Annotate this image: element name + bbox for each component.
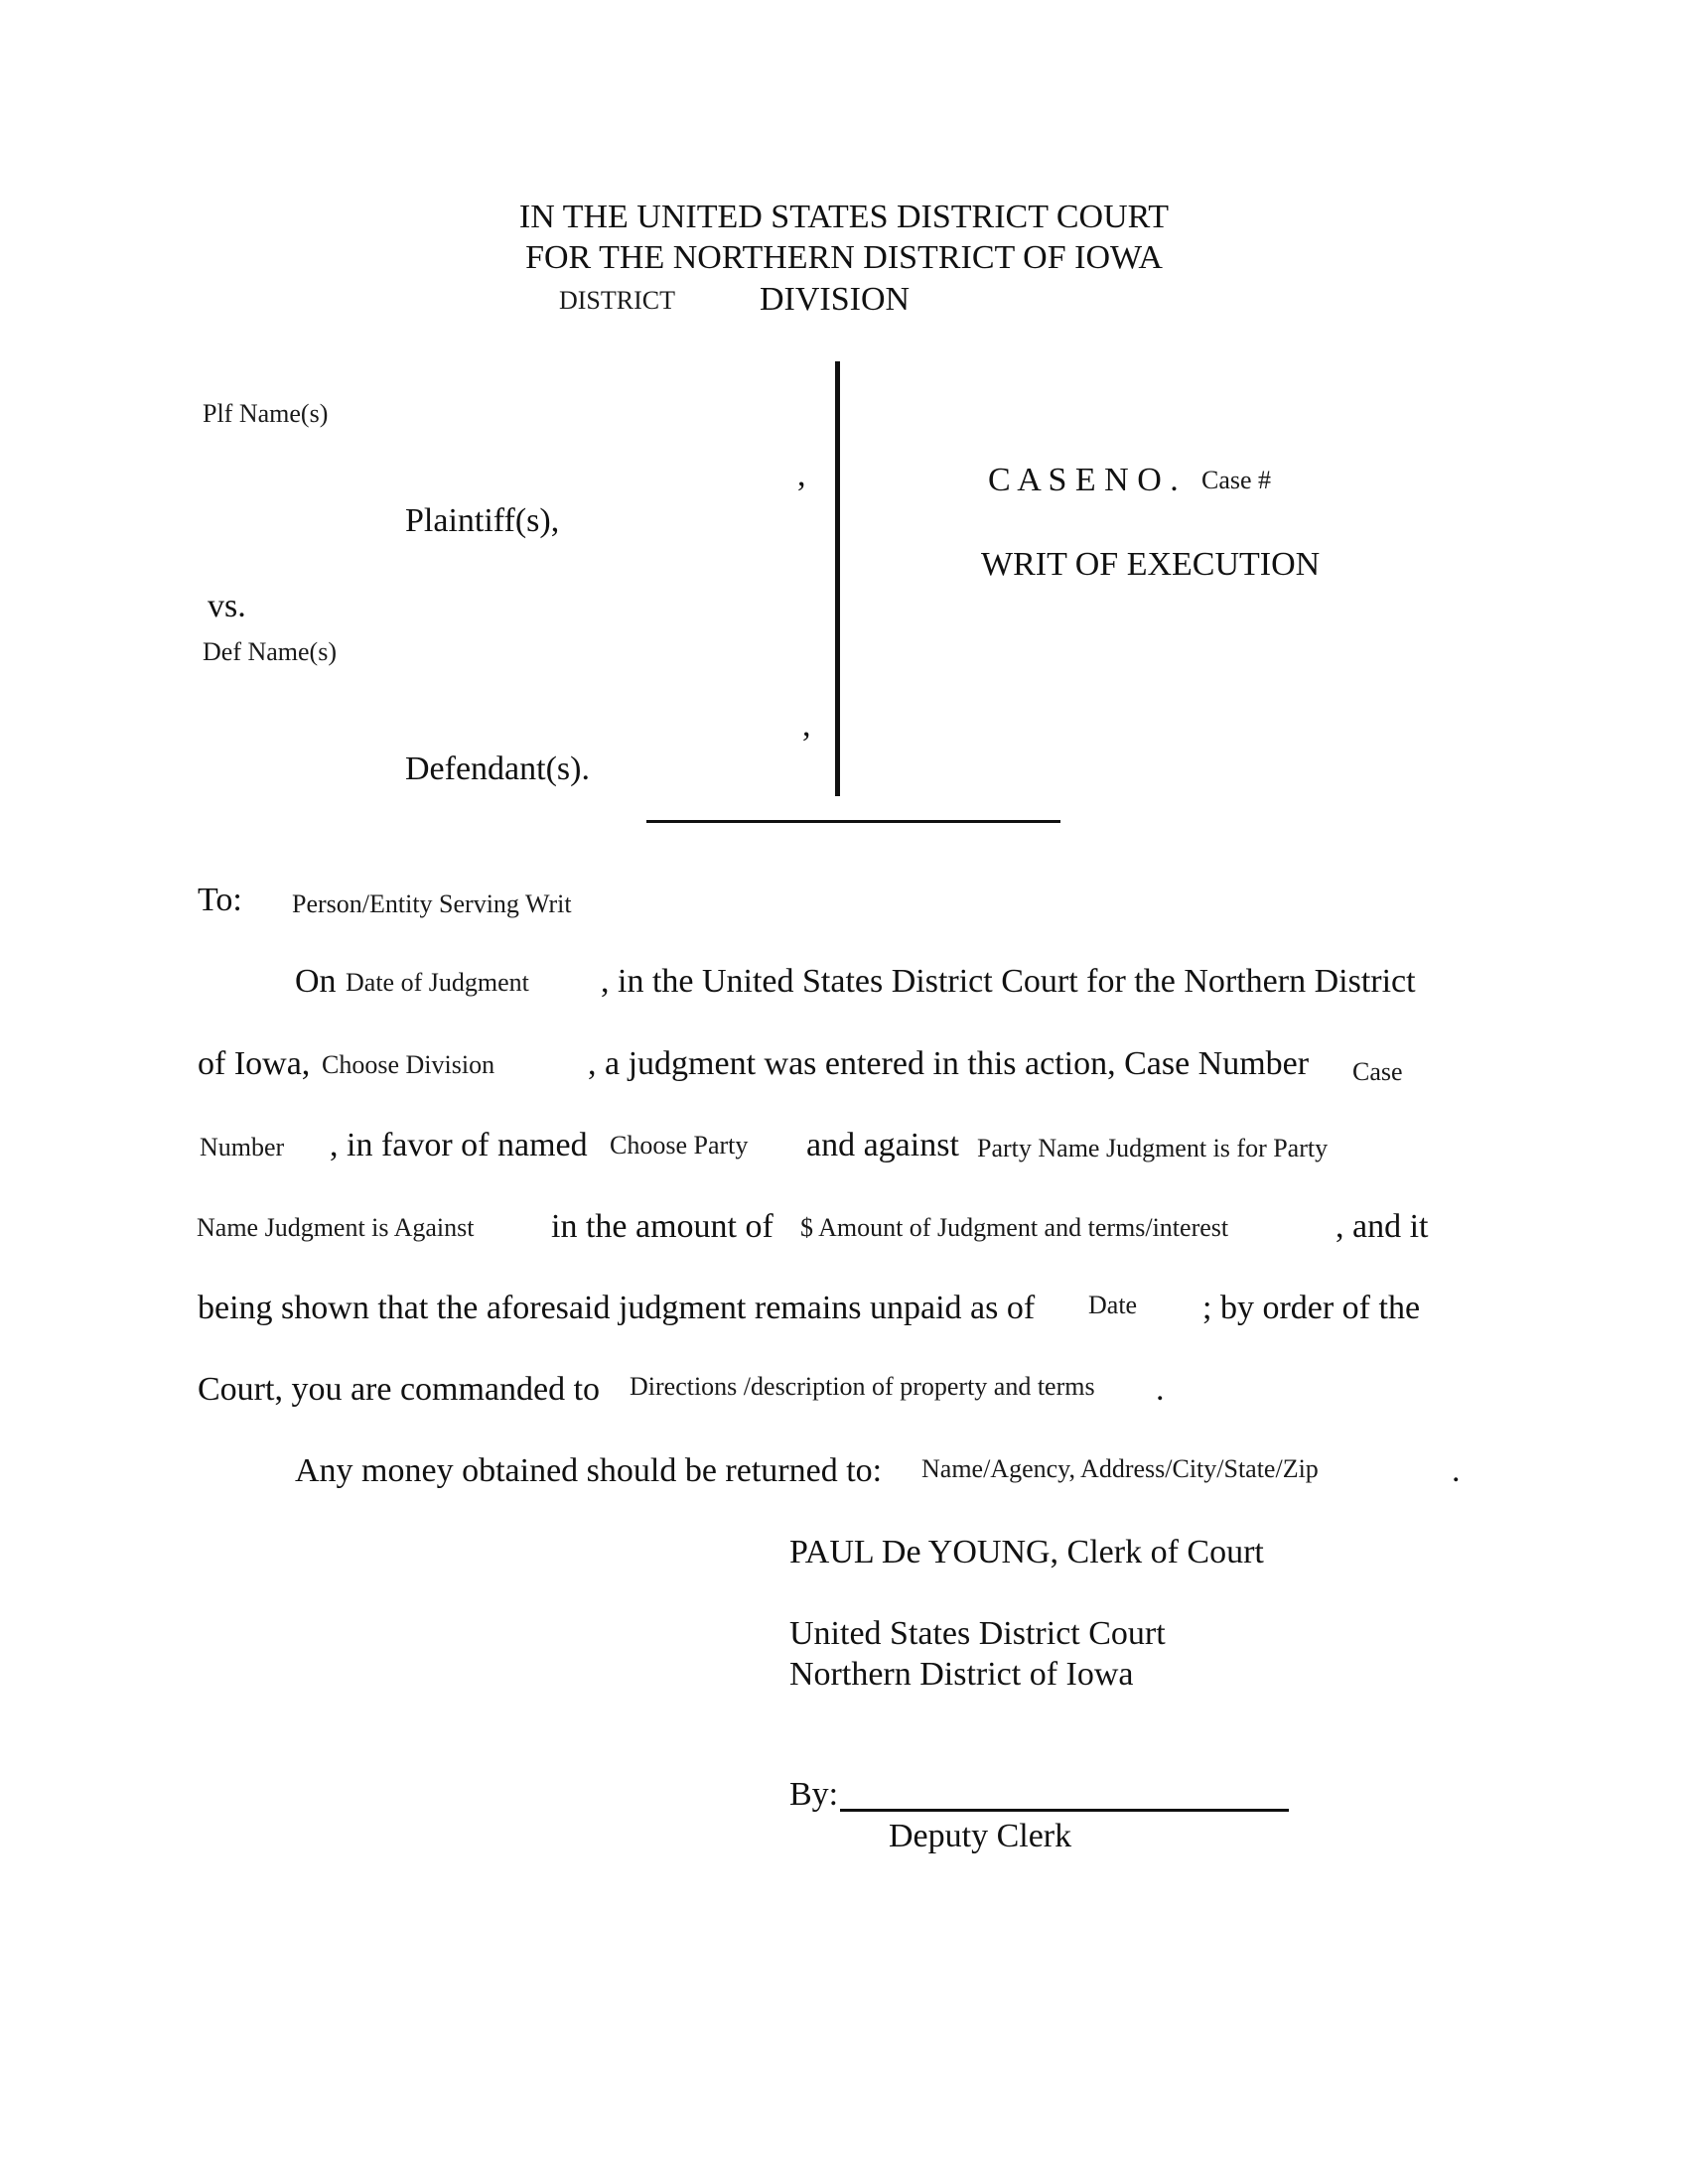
of-iowa-text: of Iowa, — [198, 1045, 311, 1082]
body-text-9: Court, you are commanded to — [198, 1371, 601, 1408]
case-number-field-part1[interactable]: Case — [1352, 1057, 1403, 1086]
signature-line[interactable] — [840, 1809, 1289, 1812]
defendant-names-field[interactable]: Def Name(s) — [203, 637, 337, 666]
division-label: DIVISION — [760, 281, 911, 318]
plaintiff-comma: , — [797, 457, 806, 493]
case-number-label: C A S E N O . — [988, 462, 1179, 498]
body-text-6: , and it — [1336, 1208, 1429, 1245]
paragraph2-period: . — [1452, 1452, 1461, 1489]
document-title: WRIT OF EXECUTION — [981, 546, 1321, 583]
serving-party-field[interactable]: Person/Entity Serving Writ — [292, 889, 572, 918]
deputy-clerk-label: Deputy Clerk — [889, 1818, 1072, 1854]
body-text-4: and against — [806, 1127, 959, 1163]
to-label: To: — [198, 882, 242, 918]
body-text-7: being shown that the aforesaid judgment remains unpaid as of — [198, 1290, 1036, 1326]
versus-label: vs. — [208, 588, 246, 624]
caption-vertical-rule — [835, 361, 840, 796]
clerk-name: PAUL De YOUNG, Clerk of Court — [789, 1534, 1264, 1570]
judgment-amount-field[interactable]: $ Amount of Judgment and terms/interest — [800, 1213, 1229, 1242]
defendant-label: Defendant(s). — [405, 751, 590, 787]
return-instruction-text: Any money obtained should be returned to: — [295, 1452, 883, 1489]
directions-field[interactable]: Directions /description of property and terms — [630, 1372, 1095, 1401]
court-title-line2: FOR THE NORTHERN DISTRICT OF IOWA — [525, 239, 1163, 276]
division-choice-field[interactable]: Choose Division — [322, 1050, 495, 1079]
plaintiff-label: Plaintiff(s), — [405, 502, 560, 539]
body-text-1: , in the United States District Court for the Northern District — [601, 963, 1416, 1000]
body-text-8: ; by order of the — [1202, 1290, 1421, 1326]
court-name-line1: United States District Court — [789, 1615, 1166, 1652]
by-label: By: — [789, 1776, 839, 1813]
favored-party-field[interactable]: Choose Party — [610, 1131, 749, 1160]
return-address-field[interactable]: Name/Agency, Address/City/State/Zip — [921, 1454, 1319, 1483]
court-name-line2: Northern District of Iowa — [789, 1656, 1134, 1693]
district-field[interactable]: DISTRICT — [559, 286, 675, 315]
court-title-line1: IN THE UNITED STATES DISTRICT COURT — [518, 199, 1170, 235]
defendant-comma: , — [802, 707, 811, 744]
body-text-3: , in favor of named — [330, 1127, 588, 1163]
party-names-field-part1[interactable]: Party Name Judgment is for Party — [977, 1134, 1329, 1162]
body-text-5: in the amount of — [551, 1208, 774, 1245]
plaintiff-names-field[interactable]: Plf Name(s) — [203, 399, 329, 428]
caption-horizontal-rule — [646, 820, 1060, 823]
case-number-field[interactable]: Case # — [1201, 466, 1272, 494]
judgment-date-field[interactable]: Date of Judgment — [346, 968, 529, 997]
case-number-field-part2[interactable]: Number — [200, 1133, 285, 1161]
body-text-2: , a judgment was entered in this action, Case Number — [588, 1045, 1310, 1082]
unpaid-date-field[interactable]: Date — [1088, 1291, 1138, 1319]
party-names-field-part2[interactable]: Name Judgment is Against — [197, 1213, 475, 1242]
on-word: On — [295, 963, 337, 1000]
paragraph1-period: . — [1156, 1371, 1165, 1408]
